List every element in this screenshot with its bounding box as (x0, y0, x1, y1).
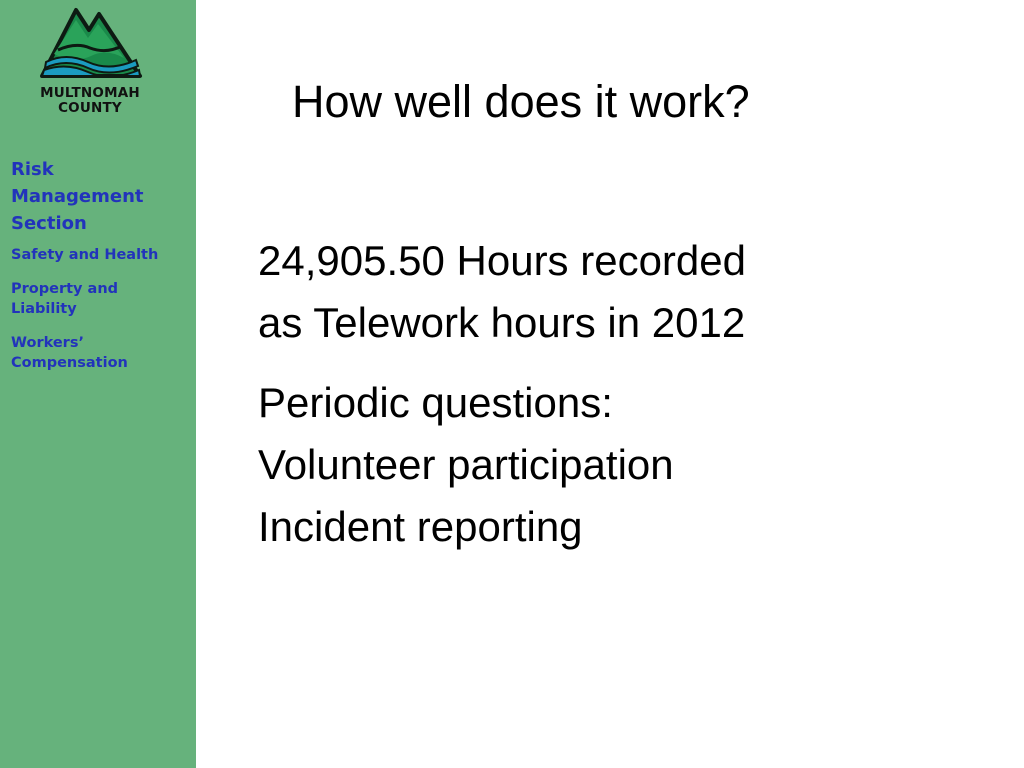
section-heading (11, 156, 191, 237)
body-line: 24,905.50 Hours recorded (258, 237, 746, 284)
paragraph-gap (258, 354, 746, 372)
nav-item-label: Compensation (11, 355, 128, 371)
section-heading-line3: Section (11, 213, 87, 234)
nav-item-label: Liability (11, 301, 77, 317)
body-line: Volunteer participation (258, 441, 674, 488)
section-heading-line1: Risk (11, 159, 54, 180)
sidebar-nav (11, 156, 191, 387)
body-line: Periodic questions: (258, 379, 613, 426)
org-name (14, 86, 166, 116)
slide-body (258, 230, 746, 558)
nav-item-label: Workers’ (11, 335, 84, 351)
mountain-logo-icon (36, 4, 146, 82)
nav-item-safety-and-health (11, 245, 191, 265)
sidebar (0, 0, 196, 768)
org-name-line1: MULTNOMAH (40, 85, 140, 101)
slide-title: How well does it work? (292, 76, 750, 127)
body-line: as Telework hours in 2012 (258, 299, 746, 346)
nav-item-workers-compensation (11, 333, 191, 373)
nav-item-label: Safety and Health (11, 247, 159, 263)
nav-item-property-and-liability (11, 279, 191, 319)
org-name-line2: COUNTY (58, 100, 122, 116)
section-heading-line2: Management (11, 186, 144, 207)
body-line: Incident reporting (258, 503, 583, 550)
nav-item-label: Property and (11, 281, 119, 297)
